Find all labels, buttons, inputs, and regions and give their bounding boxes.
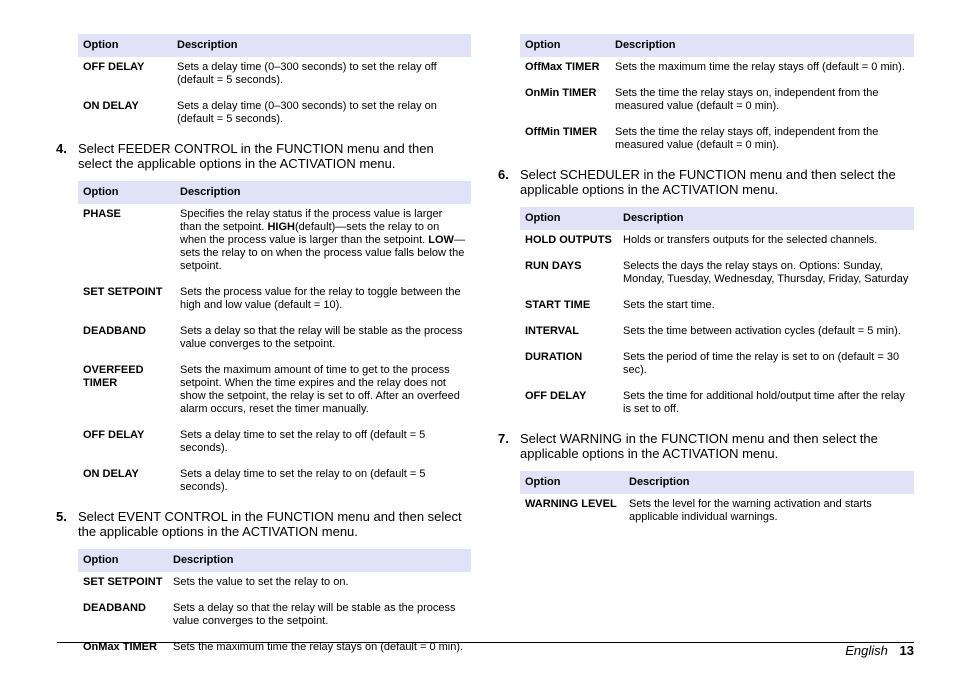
header-description: Description [168, 549, 471, 572]
table-header [520, 471, 914, 494]
table-row [78, 57, 471, 96]
option-description: Sets the period of time the relay is set to on (default = 30 sec). [623, 351, 900, 376]
table-header [78, 181, 471, 204]
step-text: Select SCHEDULER in the FUNCTION menu and then select the applicable options in the ACTIVATION menu. [520, 167, 896, 197]
footer-divider [57, 642, 914, 643]
options-table-scheduler [520, 207, 914, 425]
footer-language: English [845, 643, 888, 658]
option-name: OVERFEED TIMER [83, 364, 144, 389]
step-6 [498, 167, 914, 197]
low-keyword: LOW [428, 234, 454, 246]
option-name: DEADBAND [83, 325, 146, 337]
step-number: 5. [56, 509, 67, 524]
options-table-feeder-control [78, 181, 471, 503]
table-row [78, 321, 471, 360]
table-row [520, 347, 914, 386]
table-row [520, 295, 914, 321]
option-name: WARNING LEVEL [525, 498, 617, 510]
table-row [520, 321, 914, 347]
desc-part: (default)—sets the relay to on when the process value is larger than the setpoint. [180, 221, 440, 246]
table-row [78, 637, 471, 663]
step-text: Select WARNING in the FUNCTION menu and then select the applicable options in the ACTIVATION menu. [520, 431, 878, 461]
option-name: ON DELAY [83, 100, 139, 112]
table-row [520, 494, 914, 533]
table-row [78, 204, 471, 282]
option-description: Sets the maximum time the relay stays off (default = 0 min). [615, 61, 905, 73]
option-name: START TIME [525, 299, 591, 311]
header-description: Description [610, 34, 914, 57]
left-column [56, 34, 471, 663]
option-description: Sets the process value for the relay to toggle between the high and low value (default = 10). [180, 286, 461, 311]
table-row [520, 57, 914, 83]
option-description: Sets the start time. [623, 299, 715, 311]
header-description: Description [172, 34, 471, 57]
option-description: Sets the level for the warning activation and starts applicable individual warnings. [629, 498, 872, 523]
header-option: Option [520, 34, 610, 57]
header-option: Option [520, 207, 618, 230]
table-row [78, 464, 471, 503]
option-name: RUN DAYS [525, 260, 582, 272]
option-description: Sets the time the relay stays on, independent from the measured value (default = 0 min). [615, 87, 879, 112]
right-column [498, 34, 914, 533]
options-table-warning [520, 471, 914, 533]
option-name: DEADBAND [83, 602, 146, 614]
header-option: Option [78, 181, 175, 204]
option-name: HOLD OUTPUTS [525, 234, 612, 246]
step-text: Select FEEDER CONTROL in the FUNCTION menu and then select the applicable options in the ACTIVATION menu. [78, 141, 434, 171]
header-option: Option [78, 549, 168, 572]
option-description: Sets the time the relay stays off, independent from the measured value (default = 0 min). [615, 126, 879, 151]
option-description: Sets the value to set the relay to on. [173, 576, 349, 588]
option-name: OFF DELAY [525, 390, 587, 402]
option-description: Sets a delay time to set the relay to off (default = 5 seconds). [180, 429, 426, 454]
option-description: Sets the maximum time the relay stays on (default = 0 min). [173, 641, 464, 653]
option-description: Sets a delay so that the relay will be stable as the process value converges to the setpoint. [173, 602, 456, 627]
step-7 [498, 431, 914, 461]
option-name: OFF DELAY [83, 61, 145, 73]
table-row [78, 96, 471, 135]
page-number: 13 [899, 643, 914, 658]
step-number: 4. [56, 141, 67, 156]
option-description [175, 204, 471, 282]
option-description: Sets the time between activation cycles (default = 5 min). [623, 325, 901, 337]
option-name: OnMin TIMER [525, 87, 597, 99]
step-4 [56, 141, 471, 171]
option-name: SET SETPOINT [83, 576, 163, 588]
step-text: Select EVENT CONTROL in the FUNCTION menu and then select the applicable options in the ACTIVATION menu. [78, 509, 462, 539]
option-description: Selects the days the relay stays on. Options: Sunday, Monday, Tuesday, Wednesday, Thursday, Friday, Saturday [623, 260, 909, 285]
table-header [78, 549, 471, 572]
step-5 [56, 509, 471, 539]
option-name: SET SETPOINT [83, 286, 163, 298]
header-description: Description [624, 471, 914, 494]
option-name: INTERVAL [525, 325, 579, 337]
table-header [520, 207, 914, 230]
option-description: Sets a delay time (0–300 seconds) to set the relay off (default = 5 seconds). [177, 61, 437, 86]
table-header [78, 34, 471, 57]
option-name: OFF DELAY [83, 429, 145, 441]
step-number: 7. [498, 431, 509, 446]
table-row [78, 425, 471, 464]
table-row [520, 230, 914, 256]
option-name: ON DELAY [83, 468, 139, 480]
desc-part: Specifies the relay status if the process value is larger than the setpoint. [180, 208, 443, 233]
option-name: OnMax TIMER [83, 641, 157, 653]
table-row [78, 598, 471, 637]
table-header [520, 34, 914, 57]
option-description: Sets a delay time to set the relay to on (default = 5 seconds). [180, 468, 426, 493]
high-keyword: HIGH [267, 221, 295, 233]
table-row [78, 282, 471, 321]
table-row [520, 256, 914, 295]
options-table-delay [78, 34, 471, 135]
page-footer [845, 643, 914, 658]
table-row [78, 572, 471, 598]
table-row [520, 386, 914, 425]
header-option: Option [520, 471, 624, 494]
desc-part: —sets the relay to on when the process value falls below the setpoint. [180, 234, 465, 272]
table-row [520, 83, 914, 122]
header-description: Description [618, 207, 914, 230]
header-description: Description [175, 181, 471, 204]
table-row [520, 122, 914, 161]
option-name: OffMax TIMER [525, 61, 600, 73]
option-name: OffMin TIMER [525, 126, 598, 138]
option-description: Sets a delay time (0–300 seconds) to set the relay on (default = 5 seconds). [177, 100, 437, 125]
step-number: 6. [498, 167, 509, 182]
option-name: DURATION [525, 351, 583, 363]
option-name: PHASE [83, 208, 121, 220]
table-row [78, 360, 471, 425]
option-description: Sets a delay so that the relay will be stable as the process value converges to the setpoint. [180, 325, 463, 350]
option-description: Holds or transfers outputs for the selected channels. [623, 234, 878, 246]
option-description: Sets the maximum amount of time to get to the process setpoint. When the time expires and the relay does not show the setpoint, the relay is set to off. After an overfeed alarm occurs, reset the timer manually. [180, 364, 460, 415]
option-description: Sets the time for additional hold/output time after the relay is set to off. [623, 390, 905, 415]
options-table-timers [520, 34, 914, 161]
header-option: Option [78, 34, 172, 57]
options-table-event-control [78, 549, 471, 663]
